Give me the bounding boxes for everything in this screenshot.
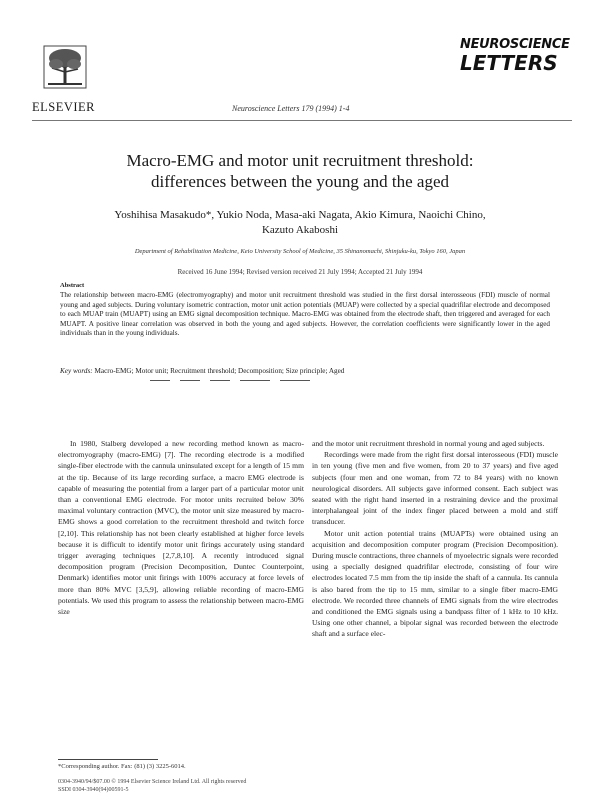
abstract-text: The relationship between macro-EMG (electromyography) and motor unit recruitment threshold was studied in the first dorsal interosseous (FDI) muscle of normal young and aged subjects. During voluntary isometric contraction, motor unit action potentials (MUAP) were collected by a special quadrifilar electrode and decomposed to each MUAP train (MUAPT) using an EMG signal decomposition technique. Macro-EMG was obtained from the electrode shaft, then triggered and averaged for each MUAPT. A positive linear correlation was observed in both the young and aged subjects. However, the correlation coefficients were significantly lower in the aged individuals than in the young individuals. [60, 291, 550, 337]
paragraph: Recordings were made from the right first dorsal interosseous (FDI) muscle in ten young (five men and five women, from 20 to 37 years) and five aged subjects (four men and one woman, from 72 to 84 years) with no known neurological disorders. All subjects gave informed consent. Each subject was seated with the right hand inserted in a restraining device and the proximal interphalangeal joint of the index finger placed between a mold and stiff transducer. [312, 450, 558, 527]
abstract-heading: Abstract [60, 282, 85, 289]
keywords-text: Macro-EMG; Motor unit; Recruitment threshold; Decomposition; Size principle; Aged [94, 367, 345, 375]
copyright-line-1: 0304-3940/94/$07.00 © 1994 Elsevier Science Ireland Ltd. All rights reserved [58, 779, 247, 785]
keywords-label: Key words: [60, 367, 93, 375]
authors-line-2: Kazuto Akaboshi [261, 224, 339, 236]
body-column-left [58, 438, 304, 758]
affiliation: Department of Rehabilitation Medicine, Keio University School of Medicine, 35 Shinanomachi, Shinjuku-ku, Tokyo 160, Japan [134, 248, 466, 255]
footnote-divider [58, 759, 158, 760]
header-divider [32, 120, 572, 121]
journal-logo-line1: NEUROSCIENCE [460, 37, 570, 52]
article-title [40, 150, 560, 192]
received-dates: Received 16 June 1994; Revised version received 21 July 1994; Accepted 21 July 1994 [177, 268, 423, 276]
journal-citation: Neuroscience Letters 179 (1994) 1-4 [232, 104, 350, 113]
publisher-logo [40, 44, 90, 104]
paragraph: and the motor unit recruitment threshold in normal young and aged subjects. [312, 439, 545, 448]
paragraph: Motor unit action potential trains (MUAPTs) were obtained using an acquisition and decomposition computer program (Precision Decomposition). During muscle contractions, three channels of myoelectric signals were recorded using a specially designed quadrifilar electrode, consisting of four wire electrodes located 7.5 mm from the tip inside the shaft of a cannula. Its cannula is also bared from the tip to 15 mm, similar to a single fiber macro-EMG electrode. We recorded three channels of EMG signals from the wire electrodes and conditioned the EMG signals using a bandpass filter of 1 kHz to 10 kHz. Using one other channel, a bipolar signal was recorded between the electrode shaft and a surface elec- [312, 528, 558, 639]
journal-logo-line2: LETTERS [460, 51, 558, 75]
corresponding-author-note: *Corresponding author. Fax: (81) (3) 3225-6014. [58, 763, 186, 770]
copyright-line-2: SSDI 0304-3940(94)00591-5 [58, 787, 129, 793]
publisher-name: ELSEVIER [32, 100, 96, 114]
copyright-notice [58, 778, 246, 794]
keywords [60, 367, 550, 375]
title-line-2: differences between the young and the aged [150, 172, 449, 191]
title-line-1: Macro-EMG and motor unit recruitment threshold: [126, 151, 474, 170]
journal-logo [460, 38, 570, 102]
author-list [40, 208, 560, 238]
elsevier-tree-icon [42, 44, 88, 90]
paragraph: In 1980, Stalberg developed a new recording method known as macro-electromyography (macro-EMG) [7]. The recording electrode is a modified single-fiber electrode with the cannula uninsulated except for a length of 15 mm at the tip. Because of its large recording surface, a macro EMG electrode is capable of measuring the potential from a larger part of a particular motor unit than a conventional EMG electrode. For motor units recruited below 30% maximal voluntary contraction (MVC), the motor unit size measured by macro-EMG shows a good correlation to the recruitment threshold and twitch force [2,10]. This relationship has not been clearly established at higher force levels because it is difficult to identify motor unit firings accurately using standard trigger averaging techniques [2,7,8,10]. A recently introduced signal decomposition program (Precision Decomposition, Duntec Counterpoint, Denmark) identifies motor unit firings with 100% accuracy at force levels of more than 80% MVC [3,5,9], allowing reliable recording of macro-EMG potentials. We used this program to assess the relationship between macro-EMG size [58, 439, 304, 617]
authors-line-1: Yoshihisa Masakudo*, Yukio Noda, Masa-aki Nagata, Akio Kimura, Naoichi Chino, [114, 209, 486, 221]
body-column-right [312, 438, 558, 768]
keyword-divider [150, 380, 450, 384]
